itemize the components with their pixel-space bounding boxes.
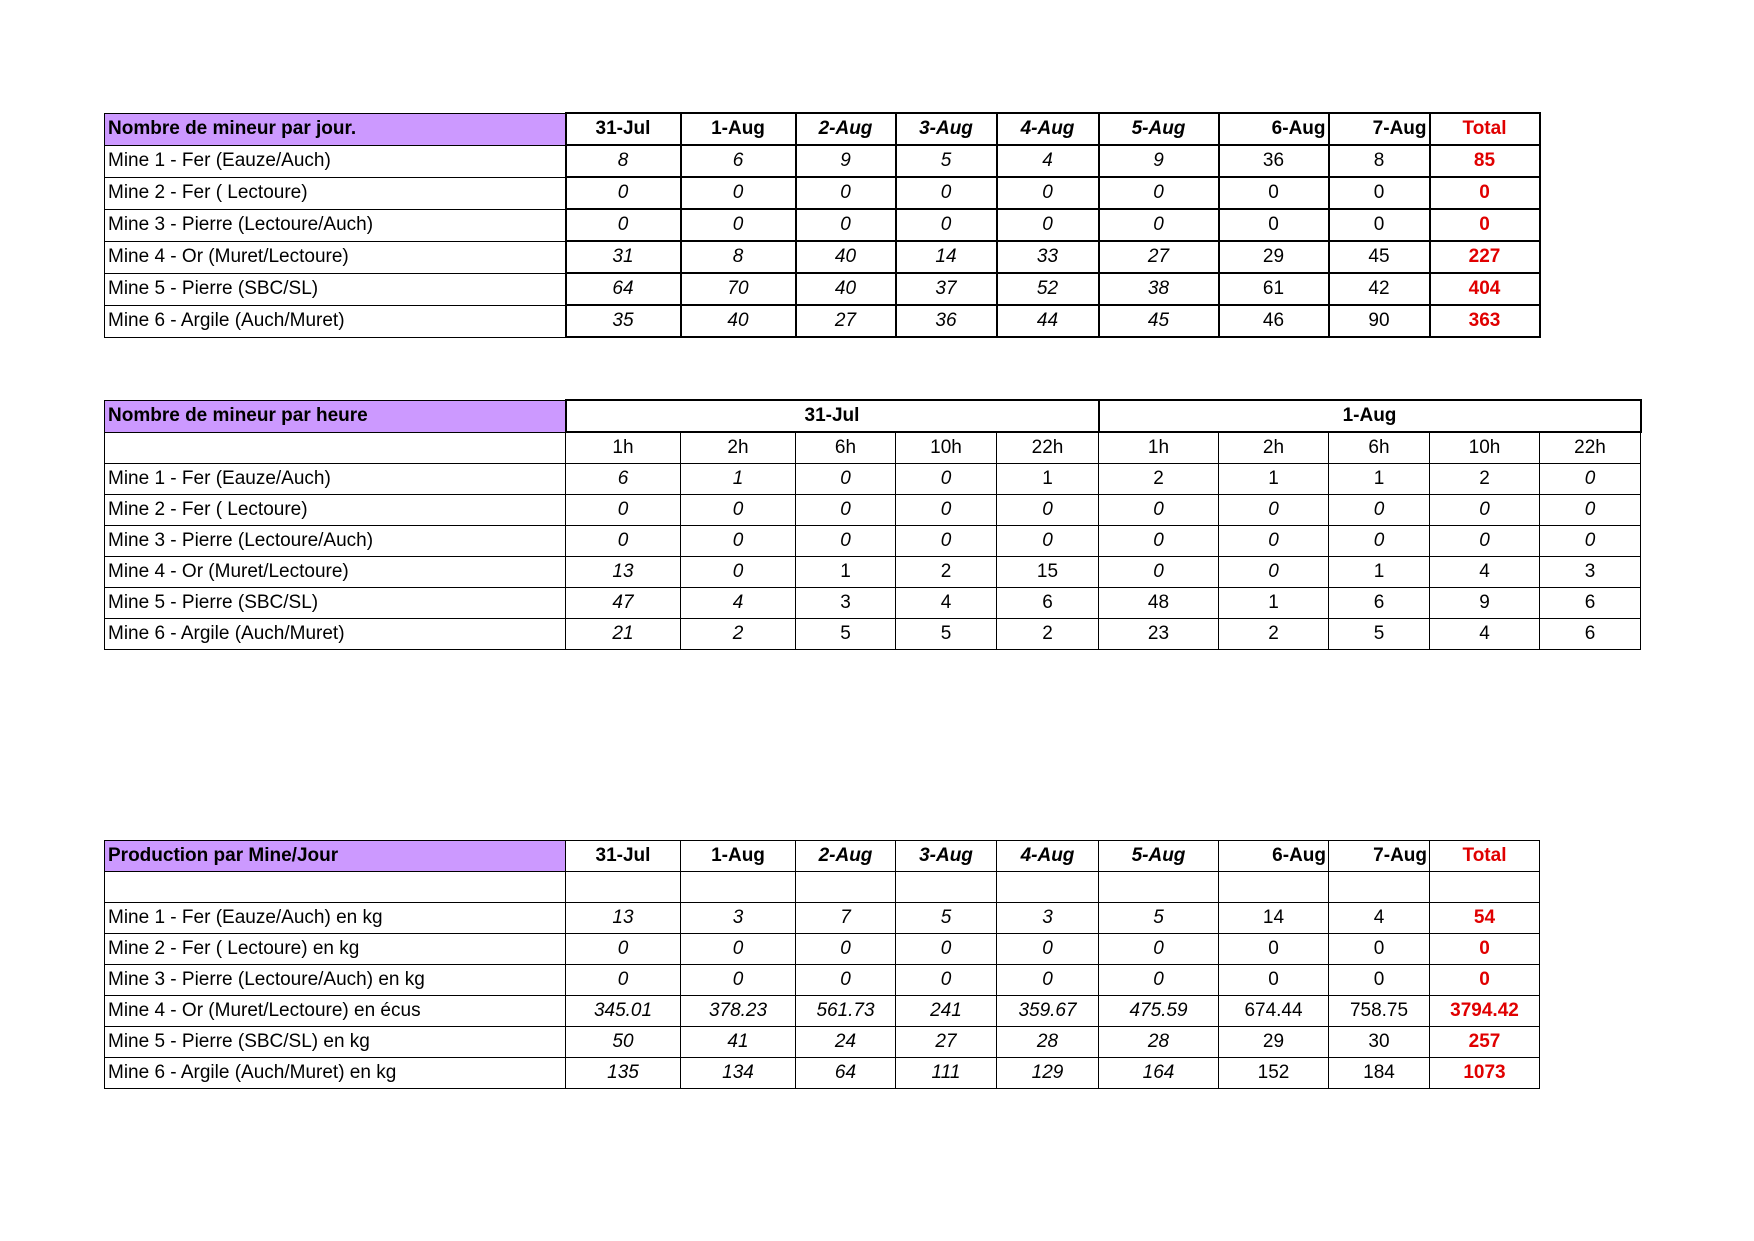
- blank-cell: [1430, 872, 1540, 903]
- value-cell: 29: [1219, 1027, 1329, 1058]
- hour-header: 1h: [566, 432, 681, 464]
- value-cell: 5: [896, 903, 997, 934]
- value-cell: 33: [997, 241, 1099, 273]
- blank-cell: [105, 872, 566, 903]
- daily-miners-table: [104, 112, 1541, 338]
- value-cell: 2: [1219, 619, 1329, 650]
- value-cell: 0: [1219, 209, 1329, 241]
- total-cell: 363: [1430, 305, 1540, 337]
- value-cell: 31: [566, 241, 681, 273]
- value-cell: 6: [997, 588, 1099, 619]
- value-cell: 561.73: [796, 996, 896, 1027]
- value-cell: 0: [566, 965, 681, 996]
- value-cell: 6: [566, 464, 681, 495]
- value-cell: 50: [566, 1027, 681, 1058]
- value-cell: 35: [566, 305, 681, 337]
- value-cell: 27: [796, 305, 896, 337]
- value-cell: 70: [681, 273, 796, 305]
- value-cell: 184: [1329, 1058, 1430, 1089]
- row-label: Mine 3 - Pierre (Lectoure/Auch) en kg: [105, 965, 566, 996]
- value-cell: 0: [796, 209, 896, 241]
- blank-cell: [1099, 872, 1219, 903]
- row-label: Mine 2 - Fer ( Lectoure): [105, 177, 566, 209]
- hourly-miners-table: [104, 399, 1642, 650]
- column-header: 6-Aug: [1219, 841, 1329, 872]
- hour-header: 10h: [1430, 432, 1540, 464]
- table-row: [105, 557, 1641, 588]
- row-label: Mine 6 - Argile (Auch/Muret): [105, 619, 566, 650]
- value-cell: 6: [1329, 588, 1430, 619]
- hour-header: 1h: [1099, 432, 1219, 464]
- blank-cell: [997, 872, 1099, 903]
- date-group-header: 1-Aug: [1099, 400, 1641, 432]
- value-cell: 0: [1219, 526, 1329, 557]
- column-header: 31-Jul: [566, 113, 681, 145]
- value-cell: 0: [1099, 209, 1219, 241]
- value-cell: 5: [796, 619, 896, 650]
- total-cell: 54: [1430, 903, 1540, 934]
- value-cell: 14: [1219, 903, 1329, 934]
- value-cell: 52: [997, 273, 1099, 305]
- value-cell: 0: [1099, 495, 1219, 526]
- value-cell: 0: [566, 209, 681, 241]
- value-cell: 64: [566, 273, 681, 305]
- total-cell: 1073: [1430, 1058, 1540, 1089]
- value-cell: 0: [997, 209, 1099, 241]
- hour-header: 6h: [796, 432, 896, 464]
- value-cell: 0: [681, 526, 796, 557]
- row-label: Mine 2 - Fer ( Lectoure) en kg: [105, 934, 566, 965]
- value-cell: 28: [1099, 1027, 1219, 1058]
- value-cell: 0: [1099, 177, 1219, 209]
- value-cell: 0: [1430, 526, 1540, 557]
- value-cell: 3: [796, 588, 896, 619]
- value-cell: 0: [896, 934, 997, 965]
- value-cell: 8: [1329, 145, 1430, 177]
- value-cell: 0: [1099, 526, 1219, 557]
- table-row: [105, 588, 1641, 619]
- table-row: [105, 495, 1641, 526]
- value-cell: 46: [1219, 305, 1329, 337]
- table-row: [105, 1058, 1540, 1089]
- value-cell: 2: [1099, 464, 1219, 495]
- value-cell: 13: [566, 903, 681, 934]
- value-cell: 758.75: [1329, 996, 1430, 1027]
- value-cell: 0: [997, 526, 1099, 557]
- value-cell: 3: [1540, 557, 1641, 588]
- value-cell: 0: [796, 526, 896, 557]
- value-cell: 47: [566, 588, 681, 619]
- column-header: 7-Aug: [1329, 113, 1430, 145]
- value-cell: 0: [896, 526, 997, 557]
- total-cell: 0: [1430, 209, 1540, 241]
- value-cell: 61: [1219, 273, 1329, 305]
- value-cell: 1: [1219, 464, 1329, 495]
- value-cell: 2: [896, 557, 997, 588]
- value-cell: 5: [896, 619, 997, 650]
- value-cell: 2: [681, 619, 796, 650]
- blank-cell: [681, 872, 796, 903]
- value-cell: 23: [1099, 619, 1219, 650]
- value-cell: 0: [681, 965, 796, 996]
- value-cell: 0: [566, 526, 681, 557]
- value-cell: 40: [681, 305, 796, 337]
- value-cell: 378.23: [681, 996, 796, 1027]
- value-cell: 0: [681, 557, 796, 588]
- value-cell: 0: [681, 495, 796, 526]
- value-cell: 40: [796, 241, 896, 273]
- value-cell: 0: [1219, 934, 1329, 965]
- value-cell: 4: [681, 588, 796, 619]
- value-cell: 0: [896, 177, 997, 209]
- value-cell: 38: [1099, 273, 1219, 305]
- value-cell: 0: [1219, 177, 1329, 209]
- column-header: 4-Aug: [997, 113, 1099, 145]
- table-row: [105, 526, 1641, 557]
- table-row: [105, 177, 1540, 209]
- value-cell: 111: [896, 1058, 997, 1089]
- value-cell: 4: [1430, 557, 1540, 588]
- value-cell: 90: [1329, 305, 1430, 337]
- value-cell: 0: [896, 495, 997, 526]
- value-cell: 164: [1099, 1058, 1219, 1089]
- column-header: 3-Aug: [896, 113, 997, 145]
- value-cell: 359.67: [997, 996, 1099, 1027]
- value-cell: 14: [896, 241, 997, 273]
- value-cell: 9: [1099, 145, 1219, 177]
- total-cell: 0: [1430, 177, 1540, 209]
- row-label: Mine 5 - Pierre (SBC/SL) en kg: [105, 1027, 566, 1058]
- value-cell: 0: [681, 177, 796, 209]
- value-cell: 0: [1430, 495, 1540, 526]
- row-label: Mine 1 - Fer (Eauze/Auch): [105, 464, 566, 495]
- table-row: [105, 934, 1540, 965]
- value-cell: 2: [997, 619, 1099, 650]
- value-cell: 3: [997, 903, 1099, 934]
- value-cell: 129: [997, 1058, 1099, 1089]
- blank-cell: [1329, 872, 1430, 903]
- blank-cell: [566, 872, 681, 903]
- value-cell: 4: [1430, 619, 1540, 650]
- value-cell: 0: [997, 177, 1099, 209]
- value-cell: 0: [796, 934, 896, 965]
- value-cell: 9: [1430, 588, 1540, 619]
- value-cell: 0: [566, 177, 681, 209]
- hour-header: 2h: [1219, 432, 1329, 464]
- value-cell: 0: [1329, 495, 1430, 526]
- value-cell: 6: [681, 145, 796, 177]
- value-cell: 1: [997, 464, 1099, 495]
- table-row: [105, 273, 1540, 305]
- production-table: [104, 840, 1540, 1089]
- value-cell: 0: [1540, 495, 1641, 526]
- blank-cell: [896, 872, 997, 903]
- row-label: Mine 4 - Or (Muret/Lectoure) en écus: [105, 996, 566, 1027]
- value-cell: 4: [997, 145, 1099, 177]
- value-cell: 0: [1329, 526, 1430, 557]
- total-cell: 0: [1430, 965, 1540, 996]
- total-cell: 227: [1430, 241, 1540, 273]
- table-row: [105, 903, 1540, 934]
- hour-header: 2h: [681, 432, 796, 464]
- value-cell: 24: [796, 1027, 896, 1058]
- value-cell: 8: [681, 241, 796, 273]
- row-label: Mine 6 - Argile (Auch/Muret) en kg: [105, 1058, 566, 1089]
- column-header: 2-Aug: [796, 841, 896, 872]
- value-cell: 64: [796, 1058, 896, 1089]
- column-header: 6-Aug: [1219, 113, 1329, 145]
- column-header: 1-Aug: [681, 113, 796, 145]
- value-cell: 0: [1540, 464, 1641, 495]
- value-cell: 6: [1540, 619, 1641, 650]
- value-cell: 4: [1329, 903, 1430, 934]
- row-label: Mine 1 - Fer (Eauze/Auch) en kg: [105, 903, 566, 934]
- value-cell: 30: [1329, 1027, 1430, 1058]
- row-label: Mine 3 - Pierre (Lectoure/Auch): [105, 526, 566, 557]
- value-cell: 13: [566, 557, 681, 588]
- column-header: 1-Aug: [681, 841, 796, 872]
- value-cell: 29: [1219, 241, 1329, 273]
- table-row: [105, 965, 1540, 996]
- value-cell: 135: [566, 1058, 681, 1089]
- row-label: Mine 6 - Argile (Auch/Muret): [105, 305, 566, 337]
- table-row: [105, 209, 1540, 241]
- column-header: 3-Aug: [896, 841, 997, 872]
- value-cell: 241: [896, 996, 997, 1027]
- row-label: Mine 3 - Pierre (Lectoure/Auch): [105, 209, 566, 241]
- value-cell: 21: [566, 619, 681, 650]
- value-cell: 5: [896, 145, 997, 177]
- value-cell: 36: [896, 305, 997, 337]
- value-cell: 1: [796, 557, 896, 588]
- blank-cell: [1219, 872, 1329, 903]
- value-cell: 28: [997, 1027, 1099, 1058]
- table-title: Production par Mine/Jour: [105, 841, 566, 872]
- value-cell: 0: [796, 495, 896, 526]
- header-row: [105, 841, 1540, 872]
- value-cell: 0: [566, 495, 681, 526]
- row-label: Mine 4 - Or (Muret/Lectoure): [105, 241, 566, 273]
- value-cell: 27: [1099, 241, 1219, 273]
- column-header: 5-Aug: [1099, 841, 1219, 872]
- value-cell: 674.44: [1219, 996, 1329, 1027]
- value-cell: 41: [681, 1027, 796, 1058]
- value-cell: 45: [1099, 305, 1219, 337]
- total-cell: 404: [1430, 273, 1540, 305]
- hour-header: 6h: [1329, 432, 1430, 464]
- blank-cell: [105, 432, 566, 464]
- table-row: [105, 305, 1540, 337]
- header-row: [105, 113, 1540, 145]
- column-header: Total: [1430, 113, 1540, 145]
- table-row: [105, 1027, 1540, 1058]
- value-cell: 0: [1099, 557, 1219, 588]
- value-cell: 1: [1329, 464, 1430, 495]
- value-cell: 475.59: [1099, 996, 1219, 1027]
- table-row: [105, 464, 1641, 495]
- value-cell: 5: [1099, 903, 1219, 934]
- value-cell: 0: [896, 965, 997, 996]
- total-cell: 3794.42: [1430, 996, 1540, 1027]
- column-header: 2-Aug: [796, 113, 896, 145]
- value-cell: 0: [1219, 495, 1329, 526]
- value-cell: 0: [997, 965, 1099, 996]
- value-cell: 7: [796, 903, 896, 934]
- row-label: Mine 5 - Pierre (SBC/SL): [105, 588, 566, 619]
- value-cell: 1: [1329, 557, 1430, 588]
- value-cell: 8: [566, 145, 681, 177]
- value-cell: 0: [796, 965, 896, 996]
- total-cell: 0: [1430, 934, 1540, 965]
- table-row: [105, 145, 1540, 177]
- total-cell: 85: [1430, 145, 1540, 177]
- value-cell: 0: [681, 934, 796, 965]
- value-cell: 9: [796, 145, 896, 177]
- value-cell: 0: [1329, 177, 1430, 209]
- value-cell: 0: [1099, 965, 1219, 996]
- value-cell: 152: [1219, 1058, 1329, 1089]
- column-header: Total: [1430, 841, 1540, 872]
- value-cell: 0: [796, 177, 896, 209]
- value-cell: 37: [896, 273, 997, 305]
- table-title: Nombre de mineur par heure: [105, 400, 566, 432]
- value-cell: 0: [896, 464, 997, 495]
- value-cell: 1: [1219, 588, 1329, 619]
- total-cell: 257: [1430, 1027, 1540, 1058]
- row-label: Mine 4 - Or (Muret/Lectoure): [105, 557, 566, 588]
- value-cell: 0: [566, 934, 681, 965]
- hour-header: 22h: [1540, 432, 1641, 464]
- row-label: Mine 1 - Fer (Eauze/Auch): [105, 145, 566, 177]
- row-label: Mine 2 - Fer ( Lectoure): [105, 495, 566, 526]
- table-row: [105, 996, 1540, 1027]
- value-cell: 15: [997, 557, 1099, 588]
- value-cell: 40: [796, 273, 896, 305]
- table-title: Nombre de mineur par jour.: [105, 113, 566, 145]
- value-cell: 48: [1099, 588, 1219, 619]
- hour-header: 10h: [896, 432, 997, 464]
- blank-cell: [796, 872, 896, 903]
- table-row: [105, 241, 1540, 273]
- column-header: 5-Aug: [1099, 113, 1219, 145]
- value-cell: 0: [997, 934, 1099, 965]
- value-cell: 0: [1219, 965, 1329, 996]
- table-row: [105, 619, 1641, 650]
- row-label: Mine 5 - Pierre (SBC/SL): [105, 273, 566, 305]
- value-cell: 4: [896, 588, 997, 619]
- value-cell: 134: [681, 1058, 796, 1089]
- value-cell: 45: [1329, 241, 1430, 273]
- value-cell: 42: [1329, 273, 1430, 305]
- column-header: 7-Aug: [1329, 841, 1430, 872]
- column-header: 4-Aug: [997, 841, 1099, 872]
- column-header: 31-Jul: [566, 841, 681, 872]
- value-cell: 0: [796, 464, 896, 495]
- value-cell: 0: [896, 209, 997, 241]
- value-cell: 6: [1540, 588, 1641, 619]
- value-cell: 36: [1219, 145, 1329, 177]
- value-cell: 0: [997, 495, 1099, 526]
- value-cell: 345.01: [566, 996, 681, 1027]
- value-cell: 3: [681, 903, 796, 934]
- value-cell: 27: [896, 1027, 997, 1058]
- value-cell: 44: [997, 305, 1099, 337]
- date-group-header: 31-Jul: [566, 400, 1099, 432]
- value-cell: 0: [1540, 526, 1641, 557]
- value-cell: 0: [1329, 965, 1430, 996]
- value-cell: 0: [1099, 934, 1219, 965]
- value-cell: 0: [1329, 209, 1430, 241]
- value-cell: 0: [681, 209, 796, 241]
- value-cell: 2: [1430, 464, 1540, 495]
- value-cell: 5: [1329, 619, 1430, 650]
- value-cell: 0: [1219, 557, 1329, 588]
- value-cell: 1: [681, 464, 796, 495]
- value-cell: 0: [1329, 934, 1430, 965]
- hour-header: 22h: [997, 432, 1099, 464]
